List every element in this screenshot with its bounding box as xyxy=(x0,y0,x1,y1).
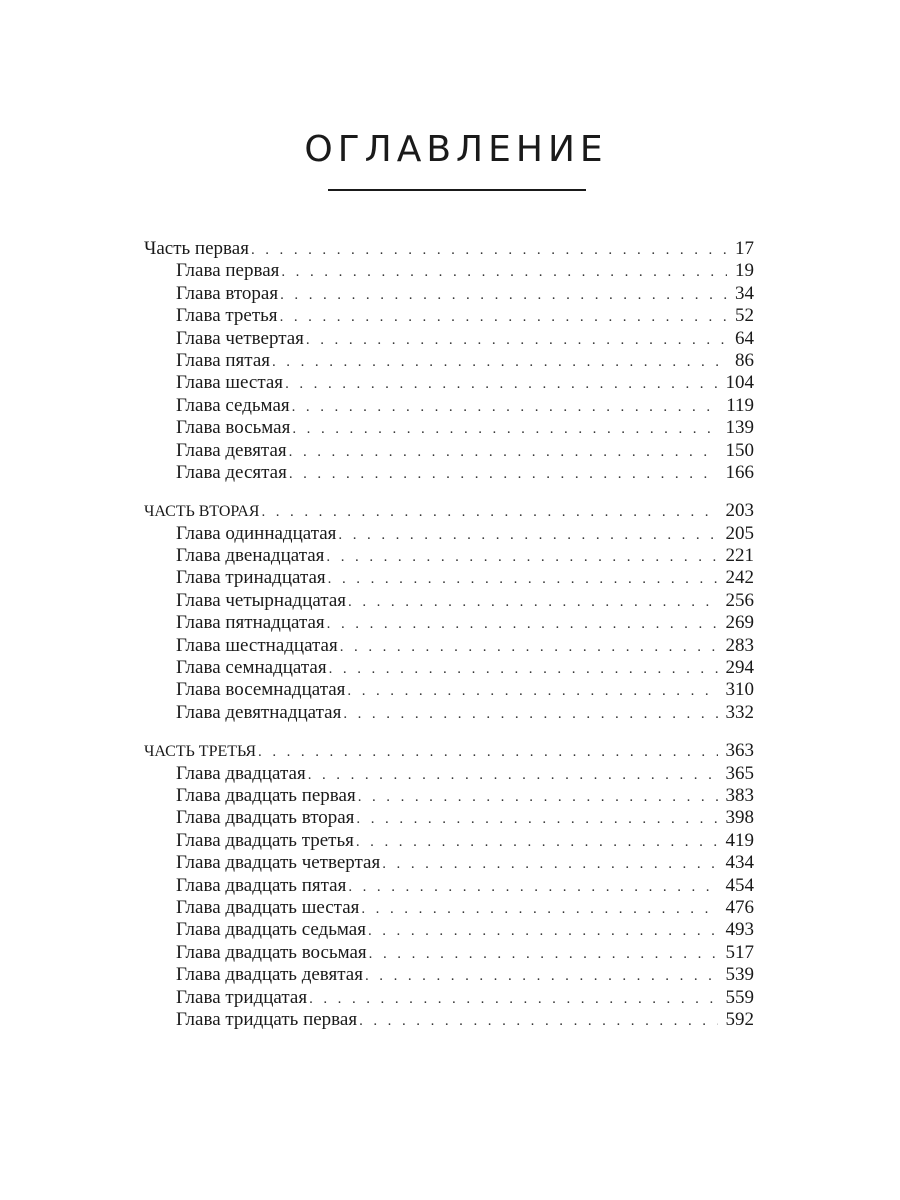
toc-chapter-entry[interactable] xyxy=(144,417,754,439)
chapter-title: Глава двадцать седьмая xyxy=(176,919,366,941)
toc-chapter-entry[interactable] xyxy=(144,702,754,724)
chapter-title: Глава двадцать пятая xyxy=(176,874,347,896)
toc-chapter-entry[interactable] xyxy=(144,440,754,462)
page-number: 454 xyxy=(725,874,754,896)
dot-leader xyxy=(347,680,717,702)
page-number: 52 xyxy=(735,305,754,327)
toc-part-section xyxy=(144,740,754,1031)
page-number: 493 xyxy=(725,919,754,941)
dot-leader xyxy=(382,853,717,875)
dot-leader xyxy=(359,1010,717,1032)
dot-leader xyxy=(338,524,717,546)
page-number: 434 xyxy=(725,852,754,874)
chapter-title: Глава вторая xyxy=(176,282,279,304)
toc-chapter-entry[interactable] xyxy=(144,523,754,545)
dot-leader xyxy=(368,920,718,942)
page-number: 332 xyxy=(725,701,754,723)
dot-leader xyxy=(281,261,727,283)
chapter-title: Глава семнадцатая xyxy=(176,657,327,679)
page-number: 398 xyxy=(725,807,754,829)
dot-leader xyxy=(356,831,718,853)
toc-chapter-entry[interactable] xyxy=(144,260,754,282)
chapter-title: Глава девятнадцатая xyxy=(176,701,342,723)
title-divider xyxy=(328,189,586,191)
chapter-title: Глава двадцать четвертая xyxy=(176,852,381,874)
chapter-title: Глава двадцать первая xyxy=(176,784,356,806)
toc-chapter-entry[interactable] xyxy=(144,679,754,701)
toc-part-section xyxy=(144,500,754,724)
toc-chapter-entry[interactable] xyxy=(144,807,754,829)
chapter-title: Глава двадцать девятая xyxy=(176,964,363,986)
page-number: 119 xyxy=(726,394,754,416)
page-number: 150 xyxy=(725,439,754,461)
dot-leader xyxy=(365,965,718,987)
chapter-title: Глава четырнадцатая xyxy=(176,589,347,611)
chapter-title: Глава девятая xyxy=(176,439,287,461)
dot-leader xyxy=(280,284,727,306)
dot-leader xyxy=(361,898,717,920)
dot-leader xyxy=(289,463,718,485)
toc-chapter-entry[interactable] xyxy=(144,462,754,484)
chapter-title: Глава восемнадцатая xyxy=(176,679,346,701)
page-number: 166 xyxy=(725,461,754,483)
toc-chapter-entry[interactable] xyxy=(144,567,754,589)
dot-leader xyxy=(327,613,718,635)
chapter-title: Глава двадцать шестая xyxy=(176,896,360,918)
chapter-title: Глава десятая xyxy=(176,461,287,483)
page-number: 363 xyxy=(725,740,754,762)
toc-chapter-entry[interactable] xyxy=(144,785,754,807)
toc-chapter-entry[interactable] xyxy=(144,395,754,417)
page-number: 256 xyxy=(725,589,754,611)
chapter-title: Глава одиннадцатая xyxy=(176,522,337,544)
chapter-title: Глава седьмая xyxy=(176,394,290,416)
toc-chapter-entry[interactable] xyxy=(144,919,754,941)
page-number: 203 xyxy=(725,500,754,522)
dot-leader xyxy=(348,591,717,613)
chapter-title: Глава пятая xyxy=(176,349,270,371)
chapter-title: Глава двадцать вторая xyxy=(176,807,355,829)
table-of-contents xyxy=(144,238,754,1047)
toc-part-entry[interactable] xyxy=(144,500,754,522)
dot-leader xyxy=(356,808,717,830)
page-number: 383 xyxy=(725,784,754,806)
toc-chapter-entry[interactable] xyxy=(144,1009,754,1031)
toc-chapter-entry[interactable] xyxy=(144,635,754,657)
toc-chapter-entry[interactable] xyxy=(144,545,754,567)
toc-chapter-entry[interactable] xyxy=(144,852,754,874)
dot-leader xyxy=(289,441,718,463)
toc-chapter-entry[interactable] xyxy=(144,964,754,986)
page-number: 205 xyxy=(725,522,754,544)
dot-leader xyxy=(343,703,717,725)
page-number: 559 xyxy=(725,986,754,1008)
page-number: 419 xyxy=(725,829,754,851)
toc-chapter-entry[interactable] xyxy=(144,328,754,350)
dot-leader xyxy=(309,988,717,1010)
page-number: 86 xyxy=(735,349,754,371)
chapter-title: Глава двадцать восьмая xyxy=(176,941,367,963)
toc-chapter-entry[interactable] xyxy=(144,350,754,372)
part-title: ЧАСТЬ ТРЕТЬЯ xyxy=(144,743,257,761)
chapter-title: Глава шестая xyxy=(176,372,284,394)
page-number: 19 xyxy=(735,260,754,282)
toc-part-entry[interactable] xyxy=(144,238,754,260)
dot-leader xyxy=(280,306,727,328)
toc-part-section xyxy=(144,238,754,484)
chapter-title: Глава восьмая xyxy=(176,417,291,439)
chapter-title: Глава тридцатая xyxy=(176,986,308,1008)
page-number: 34 xyxy=(735,282,754,304)
dot-leader xyxy=(292,418,717,440)
page-number: 242 xyxy=(725,567,754,589)
part-title: Часть первая xyxy=(144,238,249,259)
toc-chapter-entry[interactable] xyxy=(144,897,754,919)
page-number: 221 xyxy=(725,545,754,567)
dot-leader xyxy=(308,764,718,786)
page-number: 365 xyxy=(725,762,754,784)
toc-chapter-entry[interactable] xyxy=(144,612,754,634)
dot-leader xyxy=(329,658,718,680)
page-number: 104 xyxy=(725,372,754,394)
page-number: 517 xyxy=(725,941,754,963)
dot-leader xyxy=(285,373,717,395)
toc-chapter-entry[interactable] xyxy=(144,763,754,785)
chapter-title: Глава четвертая xyxy=(176,327,304,349)
chapter-title: Глава тринадцатая xyxy=(176,567,326,589)
dot-leader xyxy=(261,501,717,523)
page-number: 592 xyxy=(725,1008,754,1030)
chapter-title: Глава двенадцатая xyxy=(176,545,325,567)
page-number: 64 xyxy=(735,327,754,349)
toc-chapter-entry[interactable] xyxy=(144,372,754,394)
page-number: 17 xyxy=(735,238,754,259)
chapter-title: Глава тридцать первая xyxy=(176,1008,358,1030)
toc-chapter-entry[interactable] xyxy=(144,942,754,964)
page-number: 539 xyxy=(725,964,754,986)
toc-chapter-entry[interactable] xyxy=(144,875,754,897)
chapter-title: Глава двадцать третья xyxy=(176,829,354,851)
toc-chapter-entry[interactable] xyxy=(144,987,754,1009)
toc-part-entry[interactable] xyxy=(144,740,754,762)
chapter-title: Глава первая xyxy=(176,260,280,282)
part-title: ЧАСТЬ ВТОРАЯ xyxy=(144,503,260,521)
page-number: 294 xyxy=(725,657,754,679)
dot-leader xyxy=(258,741,717,763)
dot-leader xyxy=(292,396,719,418)
page-number: 310 xyxy=(725,679,754,701)
page-number: 269 xyxy=(725,612,754,634)
dot-leader xyxy=(251,239,727,261)
toc-chapter-entry[interactable] xyxy=(144,830,754,852)
chapter-title: Глава шестнадцатая xyxy=(176,634,338,656)
chapter-title: Глава пятнадцатая xyxy=(176,612,325,634)
page-number: 139 xyxy=(725,417,754,439)
page-number: 283 xyxy=(725,634,754,656)
dot-leader xyxy=(348,876,717,898)
dot-leader xyxy=(328,568,718,590)
dot-leader xyxy=(306,329,727,351)
dot-leader xyxy=(358,786,718,808)
toc-chapter-entry[interactable] xyxy=(144,657,754,679)
toc-chapter-entry[interactable] xyxy=(144,590,754,612)
dot-leader xyxy=(326,546,717,568)
dot-leader xyxy=(369,943,718,965)
toc-chapter-entry[interactable] xyxy=(144,283,754,305)
page-number: 476 xyxy=(725,896,754,918)
chapter-title: Глава двадцатая xyxy=(176,762,306,784)
dot-leader xyxy=(272,351,727,373)
toc-chapter-entry[interactable] xyxy=(144,305,754,327)
dot-leader xyxy=(340,636,718,658)
chapter-title: Глава третья xyxy=(176,305,278,327)
page-title: ОГЛАВЛЕНИЕ xyxy=(304,129,608,170)
